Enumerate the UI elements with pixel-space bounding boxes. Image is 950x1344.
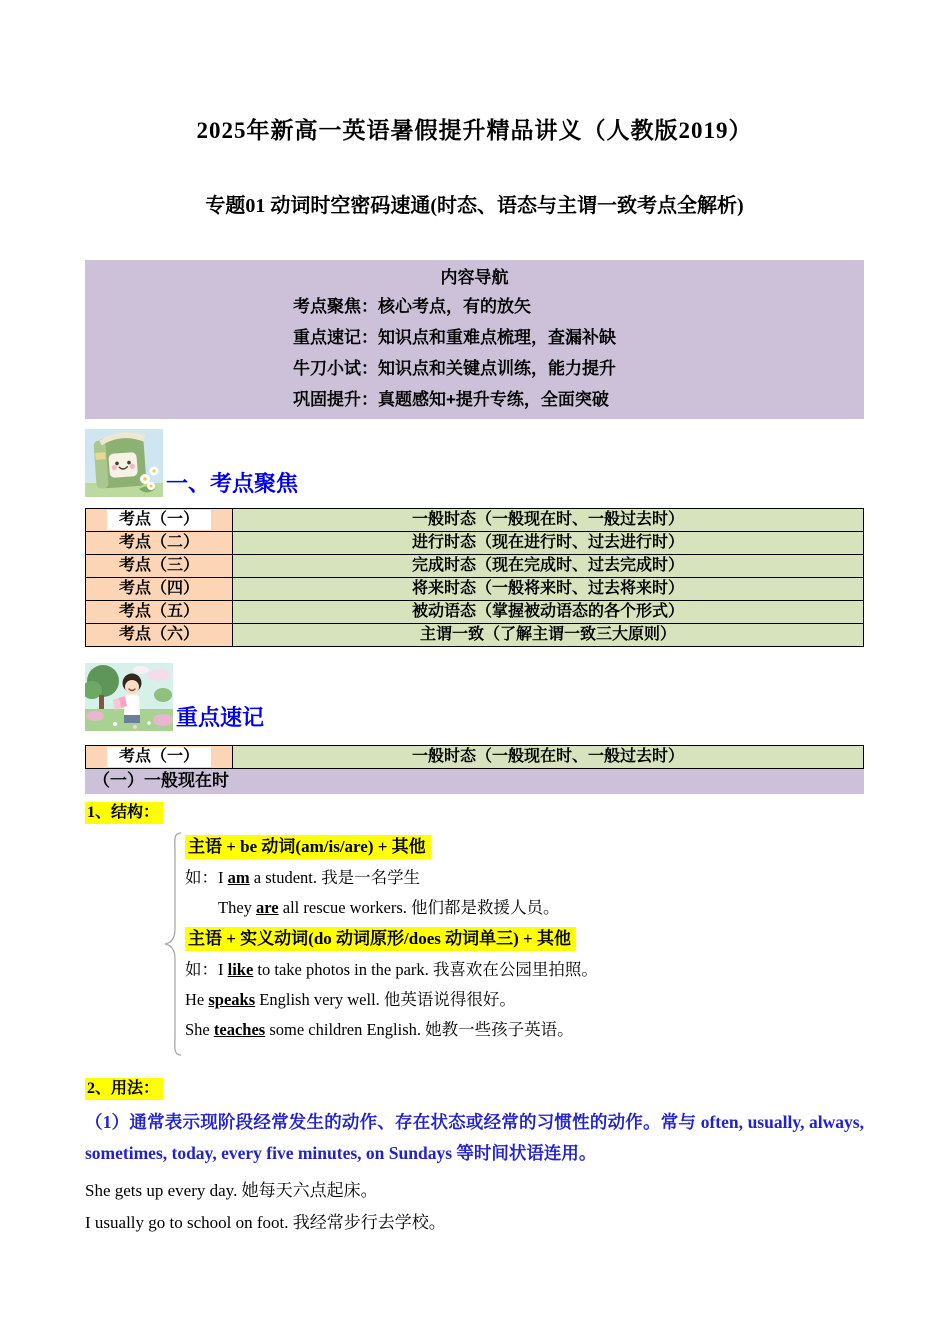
point-label-cell: 考点（二） bbox=[86, 532, 233, 555]
usage-label: 2、用法： bbox=[85, 1078, 163, 1100]
point-desc-cell: 一般时态（一般现在时、一般过去时） bbox=[233, 509, 864, 532]
formula-do-row bbox=[185, 927, 598, 951]
example-verb: am bbox=[227, 868, 250, 887]
structure-block bbox=[162, 831, 864, 1057]
book-mascot-icon bbox=[85, 429, 163, 497]
topic-row bbox=[86, 746, 864, 769]
table-row bbox=[86, 555, 864, 578]
example-verb: speaks bbox=[208, 990, 256, 1009]
page-title: 2025年新高一英语暑假提升精品讲义（人教版2019） bbox=[196, 118, 753, 143]
table-row bbox=[86, 578, 864, 601]
example-sentence bbox=[218, 897, 598, 919]
point-label-cell: 考点（三） bbox=[86, 555, 233, 578]
topic-label-cell bbox=[86, 746, 233, 769]
table-row bbox=[86, 601, 864, 624]
example-rest: to take photos in the park. 我喜欢在公园里拍照。 bbox=[253, 960, 598, 979]
point-label-cell: 考点（六） bbox=[86, 624, 233, 647]
example-sentence bbox=[185, 989, 598, 1011]
subsection-title-bar: （一）一般现在时 bbox=[85, 769, 864, 794]
formula-be: 主语 + be 动词(am/is/are) + 其他 bbox=[185, 835, 431, 859]
page-subtitle: 专题01 动词时空密码速通(时态、语态与主谓一致考点全解析) bbox=[205, 195, 744, 217]
structure-label: 1、结构： bbox=[85, 802, 163, 824]
notes-section-heading: 重点速记 bbox=[176, 705, 265, 730]
formula-be-row bbox=[185, 835, 598, 859]
usage-rule: （1）通常表示现阶段经常发生的动作、存在状态或经常的习惯性的动作。常与 often, usually, always, sometimes, today, every five minutes, on Sundays 等时间状语连用。 bbox=[85, 1112, 864, 1163]
example-verb: like bbox=[227, 960, 254, 979]
table-row bbox=[86, 624, 864, 647]
example-rest: English very well. 他英语说得很好。 bbox=[255, 990, 516, 1009]
nav-line-consolidate: 巩固提升：真题感知+提升专练，全面突破 bbox=[293, 390, 609, 409]
point-label-highlight: 考点（一） bbox=[107, 510, 211, 530]
structure-content bbox=[185, 831, 598, 1057]
point-label-cell: 考点（五） bbox=[86, 601, 233, 624]
point-desc-cell: 被动语态（掌握被动语态的各个形式） bbox=[233, 601, 864, 624]
focus-section-heading: 一、考点聚焦 bbox=[166, 471, 299, 496]
notes-section-heading-row bbox=[85, 663, 864, 731]
point-label-cell bbox=[86, 509, 233, 532]
point-desc-cell: 完成时态（现在完成时、过去完成时） bbox=[233, 555, 864, 578]
nav-box-lines bbox=[293, 291, 864, 415]
content-nav-box bbox=[85, 260, 864, 419]
table-row bbox=[86, 509, 864, 532]
topic-label-highlight: 考点（一） bbox=[107, 747, 211, 767]
example-sentence bbox=[185, 959, 598, 981]
example-rest: all rescue workers. 他们都是救援人员。 bbox=[278, 898, 560, 917]
usage-example: I usually go to school on foot. 我经常步行去学校。 bbox=[85, 1213, 446, 1232]
example-prefix: He bbox=[185, 990, 209, 1009]
nav-line-focus: 考点聚焦：核心考点，有的放矢 bbox=[293, 297, 531, 316]
formula-do: 主语 + 实义动词(do 动词原形/does 动词单三) + 其他 bbox=[185, 927, 576, 951]
point-desc-cell: 主谓一致（了解主谓一致三大原则） bbox=[233, 624, 864, 647]
example-prefix: They bbox=[218, 898, 257, 917]
nav-line-practice: 牛刀小试：知识点和关键点训练，能力提升 bbox=[293, 359, 616, 378]
example-rest: some children English. 她教一些孩子英语。 bbox=[265, 1020, 574, 1039]
example-prefix: 如：I bbox=[185, 960, 228, 979]
topic-desc-cell: 一般时态（一般现在时、一般过去时） bbox=[233, 746, 864, 769]
example-sentence bbox=[185, 1019, 598, 1041]
point-label-cell: 考点（四） bbox=[86, 578, 233, 601]
exam-points-table bbox=[85, 508, 864, 647]
point-desc-cell: 进行时态（现在进行时、过去进行时） bbox=[233, 532, 864, 555]
nav-line-notes: 重点速记：知识点和重难点梳理，查漏补缺 bbox=[293, 328, 616, 347]
example-verb: are bbox=[256, 898, 279, 917]
nav-box-title: 内容导航 bbox=[440, 268, 509, 287]
focus-section-heading-row bbox=[85, 429, 864, 497]
example-sentence bbox=[185, 867, 598, 889]
example-prefix: She bbox=[185, 1020, 214, 1039]
structure-label-row bbox=[85, 802, 864, 824]
usage-label-row bbox=[85, 1078, 864, 1100]
brace-decoration bbox=[162, 831, 184, 1057]
example-rest: a student. 我是一名学生 bbox=[249, 868, 421, 887]
usage-example: She gets up every day. 她每天六点起床。 bbox=[85, 1181, 378, 1200]
example-verb: teaches bbox=[213, 1020, 266, 1039]
table-row bbox=[86, 532, 864, 555]
topic-row-table bbox=[85, 745, 864, 769]
example-prefix: 如：I bbox=[185, 868, 228, 887]
boy-reading-icon bbox=[85, 663, 173, 731]
point-desc-cell: 将来时态（一般将来时、过去将来时） bbox=[233, 578, 864, 601]
